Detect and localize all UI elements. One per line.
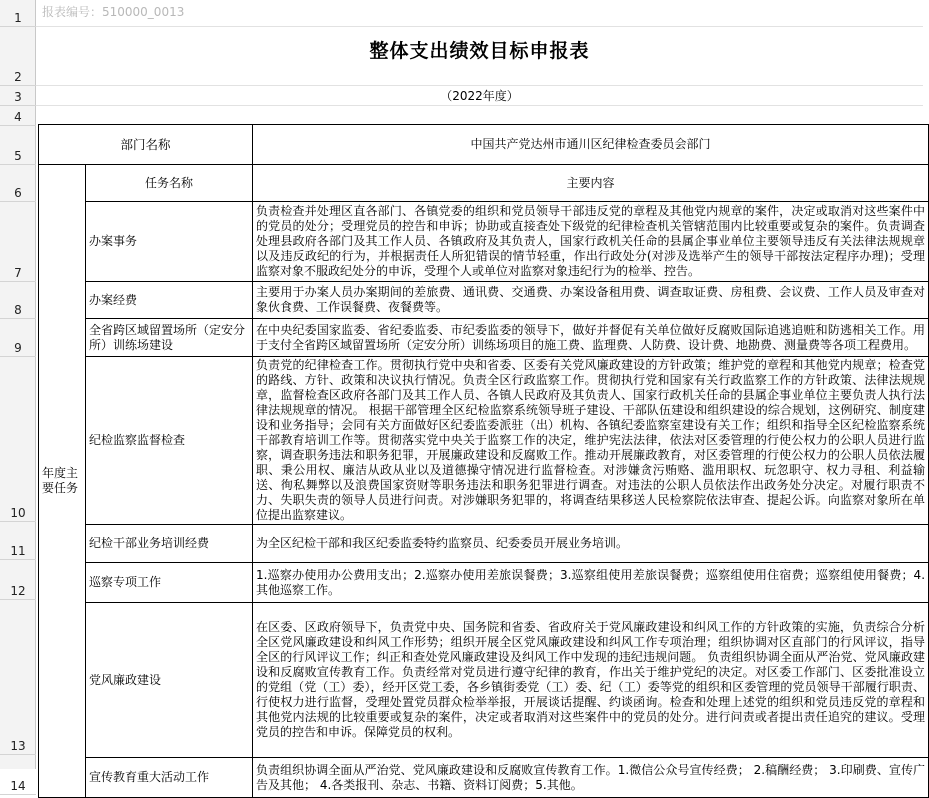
task-content-cell[interactable]: 负责检查并处理区直各部门、各镇党委的组织和党员领导干部违反党的章程及其他党内规章的案件，决定或取消对这些案件中的党员的处分；受理党员的控告和申诉；协助或直接查处下级党的纪律检查机关管辖范围内比较重要或复杂的案件。负责调查处理县政府各部门及其工作人员、各镇政府及其负责人，国家行政机关任命的县属企事业单位主要领导违反有关法律法规规章以及违反政纪的行为，并根据责任人所犯错误的情节轻重，作出行政处分(对涉及选举产生的领导干部按法定程序办理)；受理监察对象不服政纪处分的申诉，受理个人或单位对监察对象违纪行为的检举、控告。 [253, 202, 929, 282]
row-number[interactable]: 4 [0, 106, 36, 126]
task-name-cell[interactable]: 办案经费 [86, 282, 253, 319]
report-title: 整体支出绩效目标申报表 [369, 40, 590, 62]
table-row [39, 125, 929, 165]
task-content-cell[interactable]: 1.巡察办使用办公费用支出；2.巡察办使用差旅误餐费；3.巡察组使用差旅误餐费；巡察组使用住宿费；巡察组使用餐费；4.其他巡察工作。 [253, 563, 929, 603]
table-row [39, 202, 929, 282]
task-content-cell[interactable]: 负责组织协调全面从严治党、党风廉政建设和反腐败宣传教育工作。1.微信公众号宣传经费； 2.稿酬经费； 3.印刷费、宣传广告及其他； 4.各类报刊、杂志、书籍、资料订阅费；5.其他。 [253, 758, 929, 798]
dept-name-value[interactable]: 中国共产党达州市通川区纪律检查委员会部门 [253, 125, 929, 165]
task-content-cell[interactable]: 为全区纪检干部和我区纪委监委特约监察员、纪委委员开展业务培训。 [253, 525, 929, 563]
row-number[interactable]: 2 [0, 27, 36, 86]
task-name-cell[interactable]: 巡察专项工作 [86, 563, 253, 603]
row-number[interactable]: 9 [0, 319, 36, 357]
table-row [39, 282, 929, 319]
grid-line [36, 85, 923, 86]
task-content-cell[interactable]: 主要用于办案人员办案期间的差旅费、通讯费、交通费、办案设备租用费、调查取证费、房租费、会议费、工作人员及审查对象伙食费、工作误餐费、夜餐费等。 [253, 282, 929, 319]
dept-name-label[interactable]: 部门名称 [39, 125, 253, 165]
row-number[interactable]: 3 [0, 86, 36, 106]
table-row [39, 319, 929, 357]
row-number[interactable]: 7 [0, 202, 36, 282]
performance-table [38, 124, 929, 798]
table-row [39, 603, 929, 758]
row-number[interactable]: 5 [0, 126, 36, 165]
report-year: （2022年度） [440, 89, 519, 103]
task-name-cell[interactable]: 宣传教育重大活动工作 [86, 758, 253, 798]
table-row [39, 165, 929, 202]
task-name-cell[interactable]: 办案事务 [86, 202, 253, 282]
row-number[interactable]: 14 [0, 755, 36, 795]
row-number[interactable]: 12 [0, 560, 36, 600]
table-row [39, 525, 929, 563]
table-row [39, 357, 929, 525]
row-number[interactable]: 10 [0, 357, 36, 522]
row-number[interactable]: 6 [0, 165, 36, 202]
row-number[interactable]: 1 [0, 0, 36, 27]
task-content-cell[interactable]: 负责党的纪律检查工作。贯彻执行党中央和省委、区委有关党风廉政建设的方针政策；维护党的章程和其他党内规章；检查党的路线、方针、政策和决议执行情况。负责全区行政监察工作。贯彻执行党和国家有关行政监察工作的方针政策、法律法规规章，监督检查区政府各部门及其工作人员、各镇人民政府及其负责人、国家行政机关任命的县属企事业单位主要负责人执行法律法规规章的情况。 根据干部管理全区纪检监察系统领导班子建设、干部队伍建设和组织建设的综合规划，这例研究、制度建设和业务指导；会同有关方面做好区纪委监委派驻（出）机构、各镇纪委监察室建设有关工作；组织和指导全区纪检监察系统干部教育培训工作等。贯彻落实党中央关于监察工作的决定，维护宪法法律，依法对区委管理的行使公权力的公职人员进行监察，调查职务违法和职务犯罪，开展廉政建设和反腐败工作。推动开展廉政教育，对区委管理的行使公权力的公职人员依法履职、秉公用权、廉洁从政从业以及道德操守情况进行监督检查。对涉嫌贪污贿赂、滥用职权、玩忽职守、权力寻租、利益输送、徇私舞弊以及浪费国家资财等职务违法和职务犯罪进行调查。对违法的公职人员依法作出政务处分决定。对履行职责不力、失职失责的领导人员进行问责。对涉嫌职务犯罪的，将调查结果移送人民检察院依法审查、提起公诉。向监察对象所在单位提出监察建议。 [253, 357, 929, 525]
main-content-header[interactable]: 主要内容 [253, 165, 929, 202]
grid-line [36, 105, 923, 106]
task-name-header[interactable]: 任务名称 [86, 165, 253, 202]
row-number[interactable]: 11 [0, 522, 36, 560]
annual-tasks-label[interactable]: 年度主要任务 [39, 165, 86, 798]
task-content-cell[interactable]: 在区委、区政府领导下，负责党中央、国务院和省委、省政府关于党风廉政建设和纠风工作的方针政策的实施，负责综合分析全区党风廉政建设和纠风工作形势；组织开展全区党风廉政建设和纠风工作专项治理；组织协调对区直部门的行风评议，指导全区的行风评议工作；纠正和查处党风廉政建设及纠风工作中发现的违纪违规问题。 负责组织协调全面从严治党、党风廉政建设和反腐败宣传教育工作。负责经常对党员进行遵守纪律的教育，作出关于维护党纪的决定。对区委工作部门、区委批准设立的党组（党（工）委），经开区党工委，各乡镇街委党（工）委、纪（工）委等党的组织和区委管理的党员领导干部履行职责、行使权力进行监督，受理处置党员群众检举举报，开展谈话提醒、约谈函询。检查和处理上述党的组织和党员违反党的章程和其他党内法规的比较重要或复杂的案件，决定或者取消对这些案件中的党员的处分。进行问责或者提出责任追究的建议。受理党员的控告和申诉。保障党员的权利。 [253, 603, 929, 758]
form-code: 报表编号：510000_0013 [42, 5, 185, 19]
task-name-cell[interactable]: 党风廉政建设 [86, 603, 253, 758]
task-name-cell[interactable]: 纪检监察监督检查 [86, 357, 253, 525]
task-name-cell[interactable]: 全省跨区域留置场所（定安分所）训练场建设 [86, 319, 253, 357]
row-number[interactable]: 8 [0, 282, 36, 319]
table-row [39, 758, 929, 798]
grid-line [36, 26, 923, 27]
task-content-cell[interactable]: 在中央纪委国家监委、省纪委监委、市纪委监委的领导下，做好并督促有关单位做好反腐败国际追逃追赃和防逃相关工作。用于支付全省跨区域留置场所（定安分所）训练场项目的施工费、监理费、人防费、设计费、地勘费、测量费等各项工程费用。 [253, 319, 929, 357]
table-row [39, 563, 929, 603]
task-name-cell[interactable]: 纪检干部业务培训经费 [86, 525, 253, 563]
row-number[interactable]: 13 [0, 600, 36, 755]
